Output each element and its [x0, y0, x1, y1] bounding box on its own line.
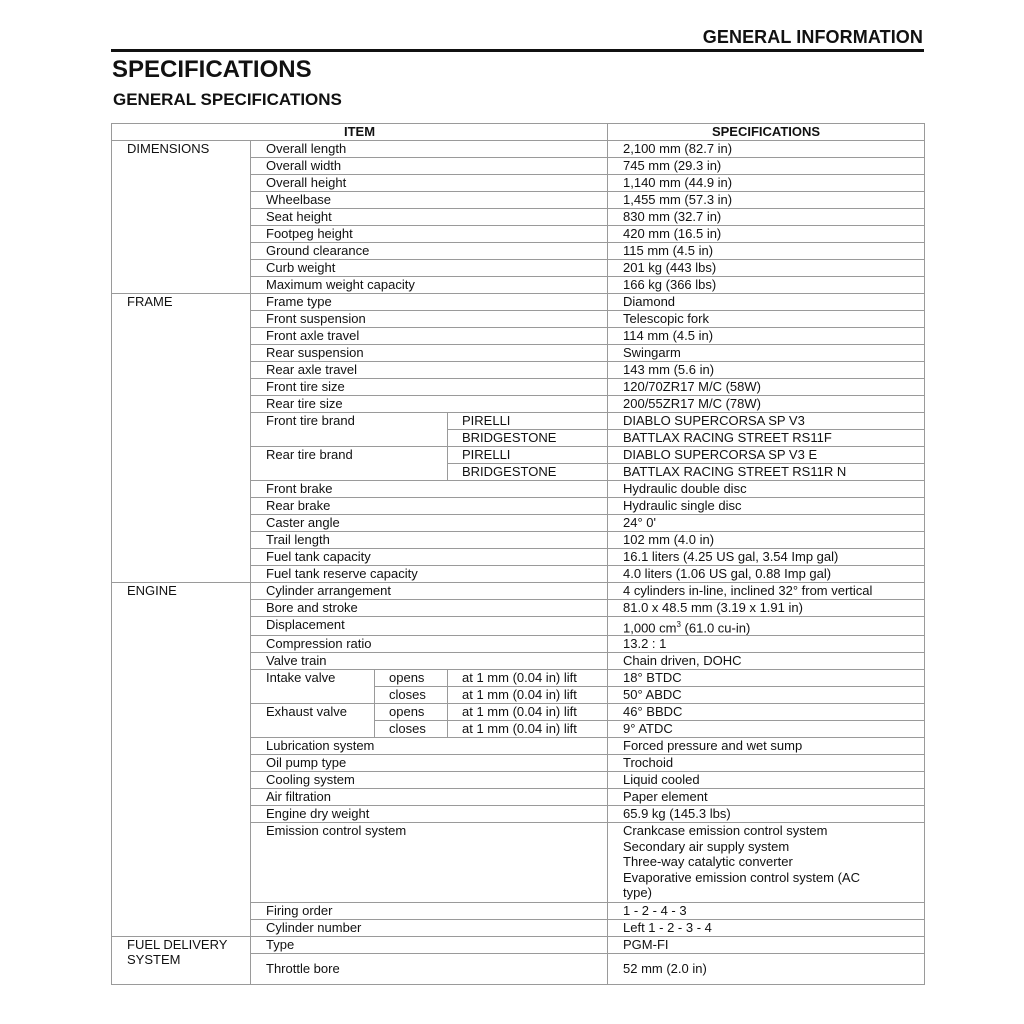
- spec-value-list: [608, 823, 925, 903]
- valve-condition: at 1 mm (0.04 in) lift: [448, 687, 608, 704]
- emission-system-item: Evaporative emission control system (AC type): [623, 869, 860, 901]
- tire-brand-name: BRIDGESTONE: [448, 464, 608, 481]
- spec-value-text: 13.2 : 1: [623, 636, 667, 652]
- item-label: Rear tire size: [251, 396, 608, 413]
- spec-value: 201 kg (443 lbs): [608, 260, 925, 277]
- spec-value: Trochoid: [608, 755, 925, 772]
- valve-label: Exhaust valve: [251, 704, 375, 738]
- item-label: Front suspension: [251, 311, 608, 328]
- item-label: Front tire brand: [251, 413, 448, 447]
- spec-value: BATTLAX RACING STREET RS11R N: [608, 464, 925, 481]
- spec-value: 24° 0': [608, 515, 925, 532]
- item-label: Ground clearance: [251, 243, 608, 260]
- page-subtitle: GENERAL SPECIFICATIONS: [113, 90, 342, 109]
- emission-system-item: Secondary air supply system: [623, 838, 790, 854]
- item-label: Front tire size: [251, 379, 608, 396]
- category-dimensions: DIMENSIONS: [112, 141, 251, 294]
- table-row: [112, 141, 925, 158]
- valve-condition: at 1 mm (0.04 in) lift: [448, 721, 608, 738]
- spec-value: [608, 653, 925, 670]
- item-label: Engine dry weight: [251, 806, 608, 823]
- category-engine: ENGINE: [112, 583, 251, 937]
- item-label: Cylinder arrangement: [251, 583, 608, 600]
- item-label: Lubrication system: [251, 738, 608, 755]
- spec-value: Diamond: [608, 294, 925, 311]
- page-title: SPECIFICATIONS: [112, 56, 312, 83]
- item-label: Rear axle travel: [251, 362, 608, 379]
- spec-value: 4.0 liters (1.06 US gal, 0.88 Imp gal): [608, 566, 925, 583]
- item-label: Overall width: [251, 158, 608, 175]
- spec-value: 200/55ZR17 M/C (78W): [608, 396, 925, 413]
- item-label: Displacement: [251, 617, 608, 636]
- item-label: Curb weight: [251, 260, 608, 277]
- header-rule: [111, 49, 924, 52]
- valve-event: opens: [375, 704, 448, 721]
- item-label: Rear tire brand: [251, 447, 448, 481]
- spec-value: 120/70ZR17 M/C (58W): [608, 379, 925, 396]
- item-label: Emission control system: [251, 823, 608, 903]
- table-body: [112, 141, 925, 985]
- spec-value: Swingarm: [608, 345, 925, 362]
- item-label: Cooling system: [251, 772, 608, 789]
- spec-value: DIABLO SUPERCORSA SP V3: [608, 413, 925, 430]
- item-label: Maximum weight capacity: [251, 277, 608, 294]
- tire-brand-name: PIRELLI: [448, 447, 608, 464]
- spec-value: 102 mm (4.0 in): [608, 532, 925, 549]
- spec-value: Hydraulic double disc: [608, 481, 925, 498]
- spec-value: 46° BBDC: [608, 704, 925, 721]
- item-label: Type: [251, 936, 608, 953]
- table-row: [112, 294, 925, 311]
- spec-value: 115 mm (4.5 in): [608, 243, 925, 260]
- table-header-row: [112, 124, 925, 141]
- item-label: Frame type: [251, 294, 608, 311]
- item-label: Overall length: [251, 141, 608, 158]
- item-label: Fuel tank capacity: [251, 549, 608, 566]
- emission-system-item: Crankcase emission control system: [623, 823, 828, 839]
- spec-value-text: Chain driven, DOHC: [623, 653, 742, 669]
- valve-condition: at 1 mm (0.04 in) lift: [448, 704, 608, 721]
- item-label: Firing order: [251, 902, 608, 919]
- spec-value: 16.1 liters (4.25 US gal, 3.54 Imp gal): [608, 549, 925, 566]
- spec-value: Paper element: [608, 789, 925, 806]
- spec-value: 2,100 mm (82.7 in): [608, 141, 925, 158]
- superscript: 3: [676, 620, 681, 629]
- spec-value: 52 mm (2.0 in): [608, 953, 925, 984]
- spec-value: [608, 617, 925, 636]
- tire-brand-name: BRIDGESTONE: [448, 430, 608, 447]
- spec-value: 114 mm (4.5 in): [608, 328, 925, 345]
- spec-value: [608, 636, 925, 653]
- spec-value-text: 4 cylinders in-line, inclined 32° from vertical: [623, 583, 873, 598]
- item-label: Wheelbase: [251, 192, 608, 209]
- spec-value: Left 1 - 2 - 3 - 4: [608, 919, 925, 936]
- column-header-item: ITEM: [112, 124, 608, 141]
- spec-value: DIABLO SUPERCORSA SP V3 E: [608, 447, 925, 464]
- spec-value: PGM-FI: [608, 936, 925, 953]
- spec-value: Liquid cooled: [608, 772, 925, 789]
- item-label: Overall height: [251, 175, 608, 192]
- spec-table: [111, 123, 925, 985]
- category-fuel-delivery: FUEL DELIVERY SYSTEM: [112, 936, 251, 984]
- emission-system-item: Three-way catalytic converter: [623, 854, 793, 870]
- table-row: [112, 583, 925, 600]
- item-label: Fuel tank reserve capacity: [251, 566, 608, 583]
- spec-value: Telescopic fork: [608, 311, 925, 328]
- spec-value: 1 - 2 - 4 - 3: [608, 902, 925, 919]
- spec-value: Forced pressure and wet sump: [608, 738, 925, 755]
- spec-value: [608, 600, 925, 617]
- valve-event: closes: [375, 721, 448, 738]
- category-frame: FRAME: [112, 294, 251, 583]
- spec-value: 143 mm (5.6 in): [608, 362, 925, 379]
- item-label: Compression ratio: [251, 636, 608, 653]
- spec-value: [608, 583, 925, 600]
- section-header: GENERAL INFORMATION: [702, 27, 923, 47]
- spec-value: BATTLAX RACING STREET RS11F: [608, 430, 925, 447]
- spec-value: 9° ATDC: [608, 721, 925, 738]
- spec-value: 830 mm (32.7 in): [608, 209, 925, 226]
- spec-value: 18° BTDC: [608, 670, 925, 687]
- spec-value: 1,455 mm (57.3 in): [608, 192, 925, 209]
- valve-event: closes: [375, 687, 448, 704]
- table-row: [112, 936, 925, 953]
- valve-condition: at 1 mm (0.04 in) lift: [448, 670, 608, 687]
- item-label: Valve train: [251, 653, 608, 670]
- spec-value-text: 1,000 cm: [623, 620, 677, 636]
- spec-value: 745 mm (29.3 in): [608, 158, 925, 175]
- column-header-specifications: SPECIFICATIONS: [608, 124, 925, 141]
- item-label: Front brake: [251, 481, 608, 498]
- valve-label: Intake valve: [251, 670, 375, 704]
- spec-value: 1,140 mm (44.9 in): [608, 175, 925, 192]
- spec-value-text: 81.0 x 48.5 mm (3.19 x 1.91 in): [623, 600, 803, 615]
- item-label: Oil pump type: [251, 755, 608, 772]
- item-label: Cylinder number: [251, 919, 608, 936]
- item-label: Rear suspension: [251, 345, 608, 362]
- item-label: Front axle travel: [251, 328, 608, 345]
- item-label: Trail length: [251, 532, 608, 549]
- item-label: Bore and stroke: [251, 600, 608, 617]
- item-label: Footpeg height: [251, 226, 608, 243]
- spec-value-suffix: (61.0 cu-in): [680, 620, 751, 636]
- spec-value: 420 mm (16.5 in): [608, 226, 925, 243]
- spec-value: 50° ABDC: [608, 687, 925, 704]
- spec-value: Hydraulic single disc: [608, 498, 925, 515]
- valve-event: opens: [375, 670, 448, 687]
- item-label: Seat height: [251, 209, 608, 226]
- item-label: Rear brake: [251, 498, 608, 515]
- spec-value: 166 kg (366 lbs): [608, 277, 925, 294]
- tire-brand-name: PIRELLI: [448, 413, 608, 430]
- item-label: Air filtration: [251, 789, 608, 806]
- item-label: Throttle bore: [251, 953, 608, 984]
- spec-value: 65.9 kg (145.3 lbs): [608, 806, 925, 823]
- item-label: Caster angle: [251, 515, 608, 532]
